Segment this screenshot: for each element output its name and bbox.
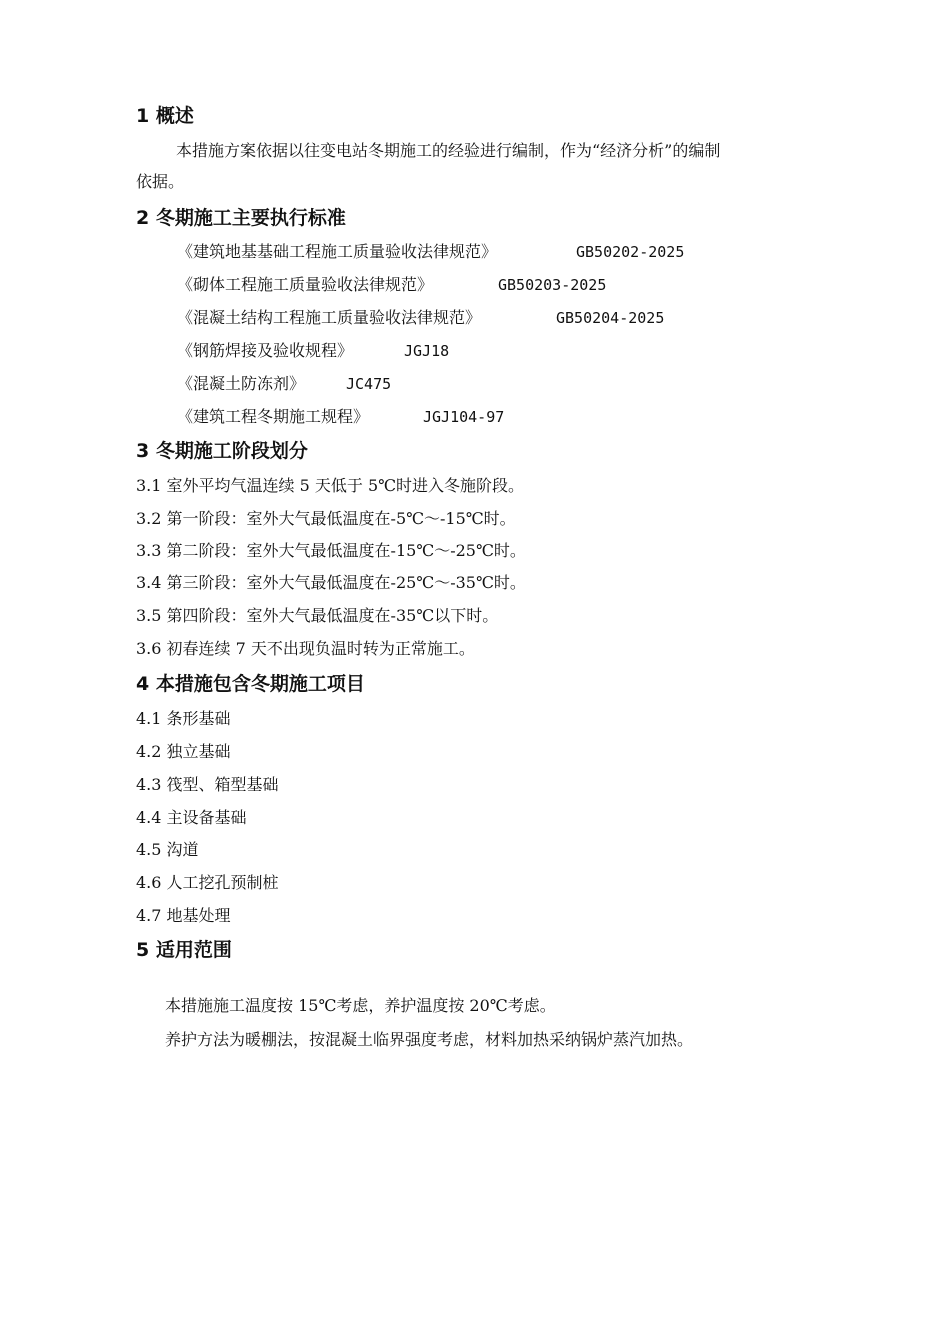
list-item: 4.4 主设备基础 xyxy=(136,808,247,827)
list-item: 4.7 地基处理 xyxy=(136,906,231,925)
section-5-heading: 5 适用范围 xyxy=(136,939,232,961)
list-item: 3.2 第一阶段：室外大气最低温度在-5℃～-15℃时。 xyxy=(136,509,516,528)
list-item: 4.6 人工挖孔预制桩 xyxy=(136,873,279,892)
standard-name: 《建筑工程冬期施工规程》 xyxy=(177,407,370,426)
list-item: 4.3 筏型、箱型基础 xyxy=(136,775,279,794)
section-5-line: 本措施施工温度按 15℃考虑，养护温度按 20℃考虑。 xyxy=(165,996,556,1015)
list-item: 4.1 条形基础 xyxy=(136,709,231,728)
section-5-line: 养护方法为暖棚法，按混凝土临界强度考虑，材料加热采纳锅炉蒸汽加热。 xyxy=(165,1030,694,1049)
standard-name: 《建筑地基基础工程施工质量验收法律规范》 xyxy=(177,242,498,261)
list-item: 3.6 初春连续 7 天不出现负温时转为正常施工。 xyxy=(136,639,475,658)
standard-code: JGJ18 xyxy=(404,342,450,360)
section-4-heading: 4 本措施包含冬期施工项目 xyxy=(136,673,365,695)
list-item: 4.5 沟道 xyxy=(136,840,199,859)
standard-code: JC475 xyxy=(346,375,392,393)
section-1-paragraph-line1: 本措施方案依据以往变电站冬期施工的经验进行编制，作为“经济分析”的编制 xyxy=(176,141,721,160)
list-item: 3.3 第二阶段：室外大气最低温度在-15℃～-25℃时。 xyxy=(136,541,526,560)
section-1-heading: 1 概述 xyxy=(136,105,194,127)
standard-code: JGJ104-97 xyxy=(423,408,505,426)
standard-name: 《混凝土结构工程施工质量验收法律规范》 xyxy=(177,308,482,327)
section-3-heading: 3 冬期施工阶段划分 xyxy=(136,440,308,462)
standard-name: 《砌体工程施工质量验收法律规范》 xyxy=(177,275,434,294)
section-1-paragraph-line2: 依据。 xyxy=(136,172,185,191)
list-item: 3.5 第四阶段：室外大气最低温度在-35℃以下时。 xyxy=(136,606,499,625)
list-item: 4.2 独立基础 xyxy=(136,742,231,761)
standard-code: GB50203-2025 xyxy=(498,276,607,294)
list-item: 3.1 室外平均气温连续 5 天低于 5℃时进入冬施阶段。 xyxy=(136,476,525,495)
standard-code: GB50204-2025 xyxy=(556,309,665,327)
list-item: 3.4 第三阶段：室外大气最低温度在-25℃～-35℃时。 xyxy=(136,573,526,592)
standard-code: GB50202-2025 xyxy=(576,243,685,261)
standard-name: 《混凝土防冻剂》 xyxy=(177,374,306,393)
section-2-heading: 2 冬期施工主要执行标准 xyxy=(136,207,346,229)
standard-name: 《钢筋焊接及验收规程》 xyxy=(177,341,354,360)
